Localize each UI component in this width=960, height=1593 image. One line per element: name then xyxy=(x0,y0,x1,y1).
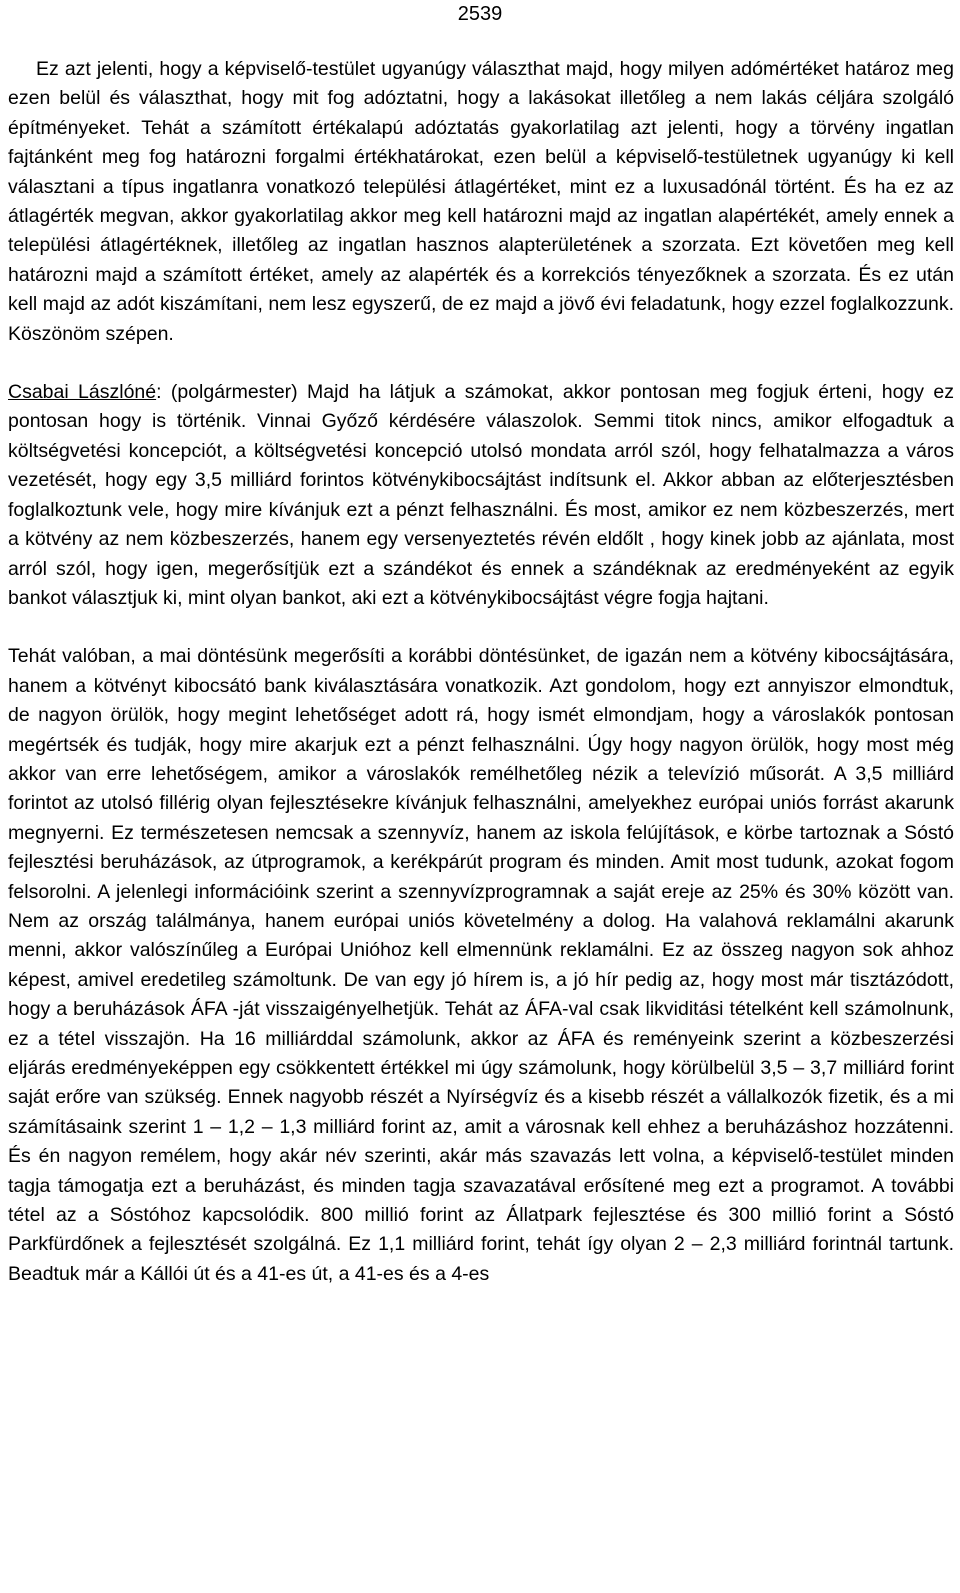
body-text xyxy=(8,55,954,1289)
paragraph-2 xyxy=(8,378,954,613)
paragraph-1: Ez azt jelenti, hogy a képviselő-testület ugyanúgy választhat majd, hogy milyen adómértéket határoz meg ezen belül és választhat, hogy mit fog adóztatni, hogy a lakásokat illetőleg a nem lakás céljára szolgáló építményeket. Tehát a számított értékalapú adóztatás gyakorlatilag azt jelenti, hogy a törvény ingatlan fajtánként meg fog határozni forgalmi értékhatárokat, ezen belül a képviselő-testületnek ugyanúgy ki kell választani a típus ingatlanra vonatkozó települési átlagértéket, mint ez a luxusadónál történt. És ha ez az átlagérték megvan, akkor gyakorlatilag akkor meg kell határozni majd az ingatlan alapértékét, amely ennek a települési átlagértéknek, illetőleg az ingatlan hasznos alapterületének a szorzata. Ezt követően meg kell határozni majd a számított értéket, amely az alapérték és a korrekciós tényezőknek a szorzata. És ez után kell majd az adót kiszámítani, nem lesz egyszerű, de ez majd a jövő évi feladatunk, hogy ezzel foglalkozzunk. Köszönöm szépen. xyxy=(8,58,954,345)
paragraph-2-text: : (polgármester) Majd ha látjuk a számokat, akkor pontosan meg fogjuk érteni, hogy ez pontosan hogy is történik. Vinnai Győző kérdésére válaszolok. Semmi titok nincs, amikor elfogadtuk a költségvetési koncepciót, a költségvetési koncepció utolsó mondata arról szól, hogy felhatalmazza a város vezetését, hogy egy 3,5 milliárd forintos kötvénykibocsájtást indítsunk el. Akkor abban az előterjesztésben foglalkoztunk vele, hogy mire kívánjuk ezt a pénzt felhasználni. És most, amikor ez nem közbeszerzés, mert a kötvény az nem közbeszerzés, hanem egy versenyeztetés révén eldőlt , hogy kinek jobb az ajánlata, most arról szól, hogy igen, megerősítjük ezt a szándékot és ennek a szándéknak az eredményeként az egyik bankot választjuk ki, mint olyan bankot, aki ezt a kötvénykibocsájtást végre fogja hajtani. xyxy=(8,381,954,609)
page-number: 2539 xyxy=(457,3,503,25)
paragraph-3: Tehát valóban, a mai döntésünk megerősíti a korábbi döntésünket, de igazán nem a kötvény kibocsájtására, hanem a kötvényt kibocsátó bank kiválasztására vonatkozik. Azt gondolom, hogy ezt annyiszor elmondtuk, de nagyon örülök, hogy megint lehetőséget adott rá, hogy ismét elmondjam, hogy a városlakók pontosan megértsék és tudják, hogy mire akarjuk ezt a pénzt felhasználni. Úgy hogy nagyon örülök, hogy most még akkor van erre lehetőségem, amikor a városlakók remélhetőleg nézik a televízió műsorát. A 3,5 milliárd forintot az utolsó fillérig olyan fejlesztésekre kívánjuk felhasználni, amelyekhez európai uniós forrást akarunk megnyerni. Ez természetesen nemcsak a szennyvíz, hanem az iskola felújítások, e körbe tartoznak a Sóstó fejlesztési beruházások, az útprogramok, a kerékpárút program és minden. Amit most tudunk, azokat fogom felsorolni. A jelenlegi információink szerint a szennyvízprogramnak a saját ereje az 25% és 30% között van. Nem az ország találmánya, hanem európai uniós követelmény a dolog. Ha valahová reklamálni akarunk menni, akkor valószínűleg a Európai Unióhoz kell elmennünk reklamálni. Ez az összeg nagyon sok ahhoz képest, amivel eredetileg számoltunk. De van egy jó hírem is, a jó hír pedig az, hogy most már tisztázódott, hogy a beruházások ÁFA -ját visszaigényelhetjük. Tehát az ÁFA-val csak likviditási tételként kell számolnunk, ez a tétel visszajön. Ha 16 milliárddal számolunk, akkor az ÁFA és reményeink szerint a közbeszerzési eljárás eredményeképpen egy csökkentett értékkel mi úgy számolunk, hogy körülbelül 3,5 – 3,7 milliárd forint saját erőre van szükség. Ennek nagyobb részét a Nyírségvíz és a kisebb részét a vállalkozók fizetik, és a mi számításaink szerint 1 – 1,2 – 1,3 milliárd forint az, amit a városnak kell ehhez a beruházáshoz hozzátenni. És én nagyon remélem, hogy akár név szerinti, akár más szavazás lett volna, a képviselő-testület minden tagja támogatja ezt a beruházást, és minden tagja szavazatával erősítené meg ezt a programot. A további tétel az a Sóstóhoz kapcsolódik. 800 millió forint az Állatpark fejlesztése és 300 millió forint a Sóstó Parkfürdőnek a fejlesztését szolgálná. Ez 1,1 milliárd forint, tehát így olyan 2 – 2,3 milliárd forintnál tartunk. Beadtuk már a Kállói út és a 41-es út, a 41-es és a 4-es xyxy=(8,645,954,1285)
speaker-name: Csabai Lászlóné xyxy=(8,381,157,404)
